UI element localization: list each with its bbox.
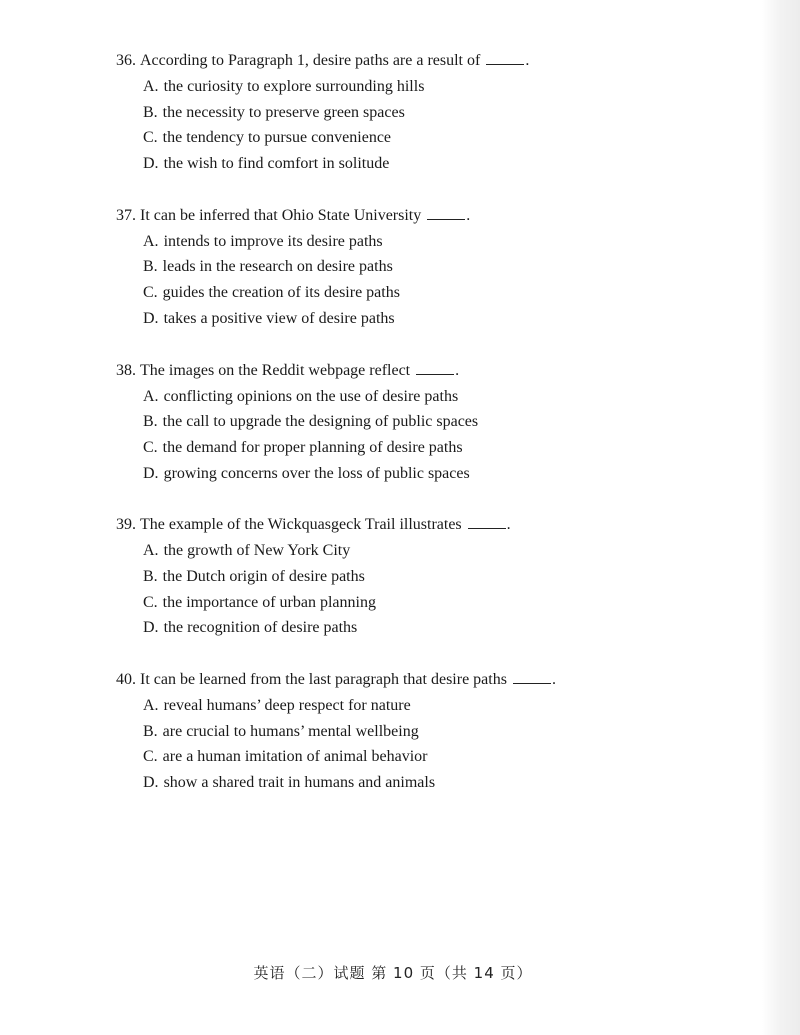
option-b [116,564,736,590]
question-text: It can be learned from the last paragraph that desire paths [140,671,507,688]
option-text: guides the creation of its desire paths [162,284,400,302]
question-39 [116,512,736,641]
option-text: the demand for proper planning of desire paths [162,438,463,456]
option-letter: C. [143,438,158,456]
answer-blank [427,205,465,220]
question-text: It can be inferred that Ohio State University [140,206,422,224]
option-d [116,615,736,641]
question-40 [116,667,736,796]
question-37 [116,203,736,332]
question-stem [116,358,736,384]
option-letter: C. [143,129,158,147]
question-stem [116,203,736,229]
option-text: show a shared trait in humans and animals [163,774,436,792]
option-text: are crucial to humans’ mental wellbeing [162,722,419,740]
option-letter: B. [143,567,158,585]
option-text: leads in the research on desire paths [162,258,393,276]
option-letter: A. [143,78,159,95]
option-letter: A. [143,232,159,250]
option-letter: A. [143,542,159,560]
option-b [116,100,736,126]
option-b [116,254,736,280]
option-list [116,384,736,487]
question-number: 37. [116,206,136,224]
question-stem [116,667,736,693]
option-text: the curiosity to explore surrounding hills [163,78,425,95]
question-stem [116,48,736,74]
option-text: the growth of New York City [163,542,351,560]
option-c [116,280,736,306]
question-36 [116,48,736,177]
option-letter: D. [143,464,159,482]
option-text: growing concerns over the loss of public spaces [163,464,470,482]
answer-blank [416,360,454,375]
option-letter: A. [143,697,159,714]
option-letter: C. [143,748,158,766]
option-list [116,74,736,177]
stem-period: . [455,361,460,379]
answer-blank [486,50,524,65]
stem-period: . [551,671,556,688]
option-c [116,590,736,616]
option-b [116,719,736,745]
option-a [116,74,736,100]
option-letter: C. [143,593,158,611]
stem-period: . [525,52,530,69]
option-letter: B. [143,258,158,276]
question-text: The images on the Reddit webpage reflect [140,361,411,379]
option-a [116,538,736,564]
option-list [116,693,736,796]
question-stem [116,512,736,538]
option-list [116,229,736,332]
option-d [116,151,736,177]
option-text: takes a positive view of desire paths [163,309,395,327]
option-text: the necessity to preserve green spaces [162,103,405,121]
page-footer: 英语（二）试题 第 10 页（共 14 页） [253,964,533,982]
option-text: the wish to find comfort in solitude [163,155,390,173]
option-text: the importance of urban planning [162,593,376,611]
option-a [116,384,736,410]
question-text: The example of the Wickquasgeck Trail illustrates [140,516,462,534]
option-text: reveal humans’ deep respect for nature [163,697,411,714]
option-text: the recognition of desire paths [163,619,358,637]
option-a [116,229,736,255]
option-a [116,693,736,719]
option-letter: D. [143,309,159,327]
option-letter: D. [143,774,159,792]
option-letter: B. [143,722,158,740]
answer-blank [513,669,551,684]
answer-blank [468,514,506,529]
question-text: According to Paragraph 1, desire paths are a result of [140,52,481,69]
option-d [116,306,736,332]
question-number: 39. [116,516,136,534]
option-text: intends to improve its desire paths [163,232,383,250]
option-text: the Dutch origin of desire paths [162,567,365,585]
option-text: the tendency to pursue convenience [162,129,392,147]
option-b [116,409,736,435]
option-text: conflicting opinions on the use of desire paths [163,387,459,405]
option-letter: B. [143,103,158,121]
page-edge-shadow [762,0,800,1035]
option-c [116,435,736,461]
option-letter: D. [143,619,159,637]
option-d [116,461,736,487]
option-d [116,770,736,796]
question-number: 38. [116,361,136,379]
question-number: 40. [116,671,136,688]
question-list [116,48,736,822]
option-letter: D. [143,155,159,173]
option-letter: C. [143,284,158,302]
question-number: 36. [116,52,136,69]
option-c [116,744,736,770]
option-text: the call to upgrade the designing of public spaces [162,413,479,431]
stem-period: . [466,206,471,224]
stem-period: . [506,516,511,534]
question-38 [116,358,736,487]
option-letter: A. [143,387,159,405]
option-c [116,125,736,151]
option-text: are a human imitation of animal behavior [162,748,428,766]
option-list [116,538,736,641]
option-letter: B. [143,413,158,431]
